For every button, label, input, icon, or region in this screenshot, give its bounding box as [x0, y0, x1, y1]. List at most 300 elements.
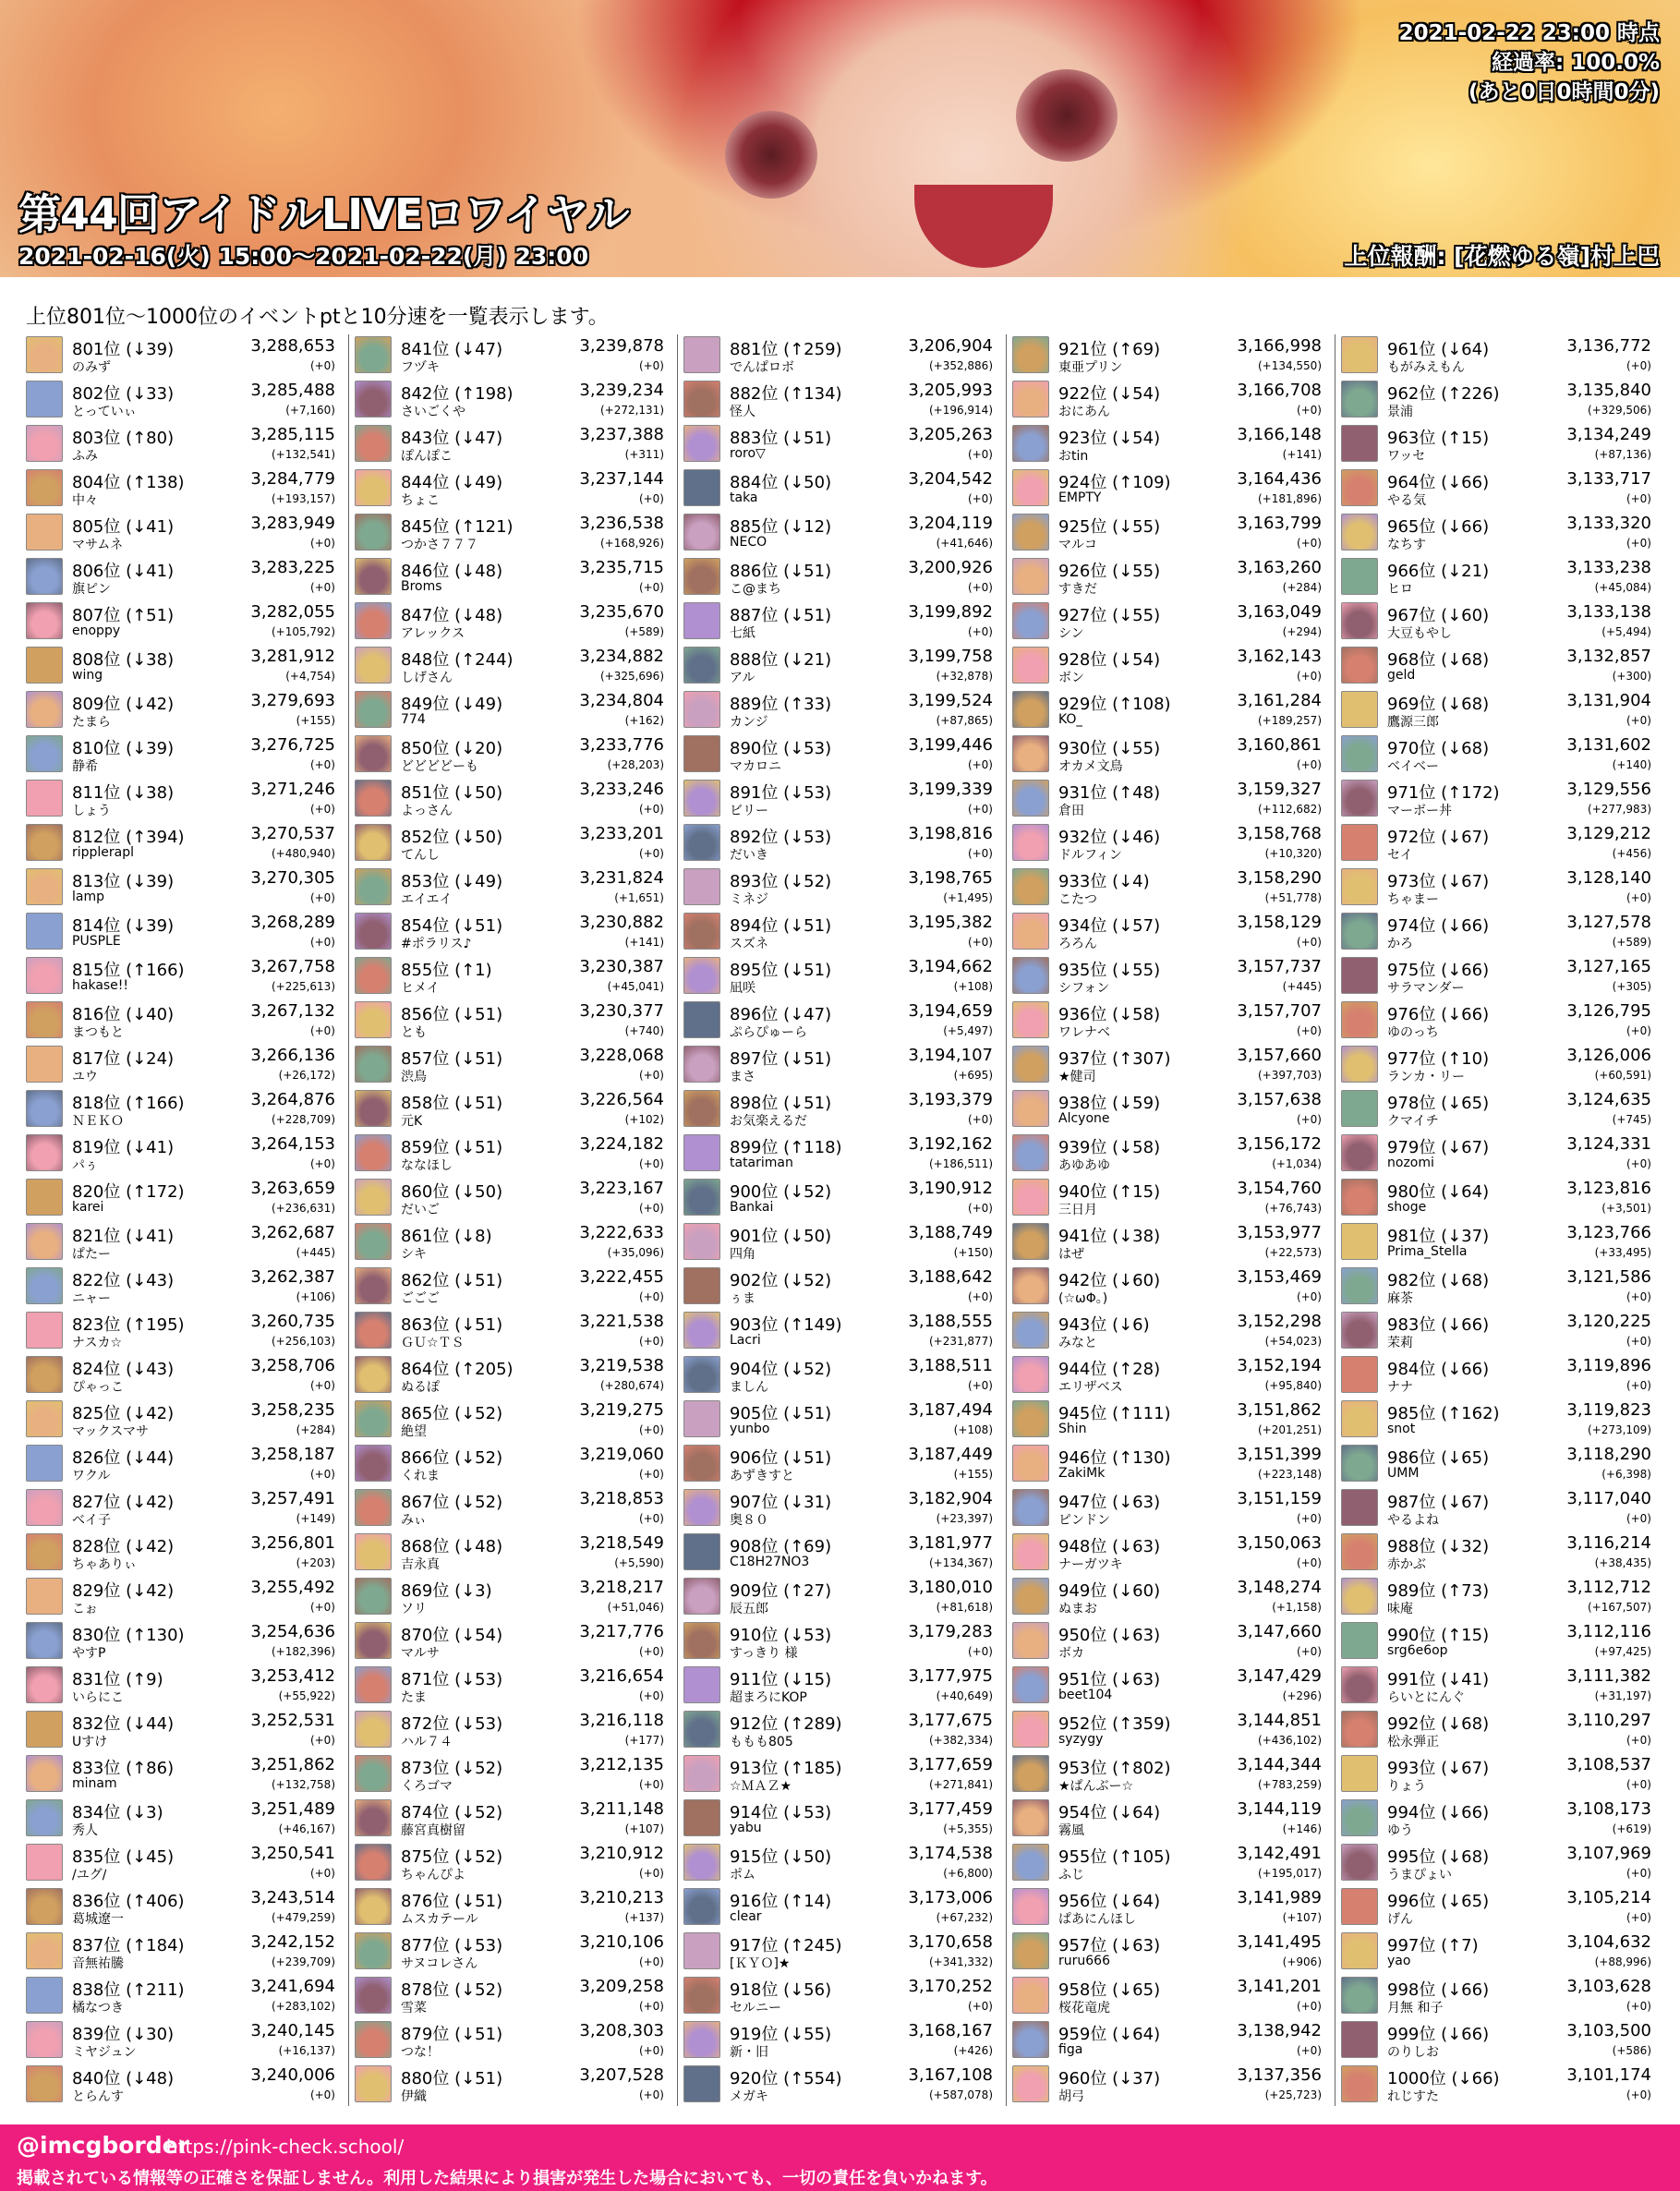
- player-name: まさ: [730, 1070, 755, 1084]
- event-points: 3,119,823: [1566, 1400, 1651, 1420]
- table-row: [353, 2019, 673, 2064]
- ten-minute-speed: (+0): [309, 2088, 335, 2101]
- table-row: [24, 467, 344, 512]
- player-name: 雪菜: [401, 2001, 427, 2015]
- player-name: エイエイ: [401, 892, 453, 907]
- ten-minute-speed: (+41,646): [936, 537, 993, 550]
- rank-label: 994位 (↓66): [1387, 1803, 1490, 1822]
- table-row: [682, 1398, 1002, 1443]
- ten-minute-speed: (+0): [1296, 1512, 1322, 1525]
- ten-minute-speed: (+1,651): [614, 891, 664, 904]
- event-points: 3,218,853: [579, 1489, 664, 1508]
- player-name: /ユグ/: [72, 1868, 107, 1882]
- player-name: 秀人: [72, 1823, 98, 1838]
- player-name: りょう: [1387, 1779, 1426, 1794]
- rank-label: 936位 (↓58): [1058, 1005, 1161, 1024]
- table-row: [682, 2019, 1002, 2064]
- ten-minute-speed: (+201,251): [1257, 1423, 1322, 1436]
- rank-label: 801位 (↓39): [72, 340, 175, 359]
- avatar: [683, 691, 720, 728]
- avatar: [683, 469, 720, 506]
- ten-minute-speed: (+5,590): [614, 1556, 664, 1569]
- table-row: [353, 1177, 673, 1221]
- event-points: 3,132,857: [1566, 647, 1651, 666]
- rank-label: 946位 (↑130): [1058, 1448, 1171, 1468]
- table-row: [353, 556, 673, 600]
- ten-minute-speed: (+0): [309, 1734, 335, 1747]
- avatar: [1341, 1223, 1378, 1260]
- table-row: [24, 1221, 344, 1265]
- player-name: 景浦: [1387, 405, 1413, 419]
- ten-minute-speed: (+0): [309, 1379, 335, 1392]
- table-row: [1339, 2019, 1661, 2064]
- player-name: enoppy: [72, 623, 121, 638]
- avatar: [1341, 1666, 1378, 1703]
- rank-label: 824位 (↓43): [72, 1360, 175, 1379]
- ten-minute-speed: (+479,259): [271, 1911, 335, 1924]
- event-points: 3,142,491: [1237, 1844, 1322, 1863]
- rank-label: 985位 (↑162): [1387, 1404, 1500, 1423]
- player-name: どどどどーも: [401, 759, 478, 774]
- player-name: NECO: [730, 535, 767, 550]
- event-points: 3,216,118: [579, 1711, 664, 1730]
- avatar: [355, 1799, 392, 1836]
- rank-label: 843位 (↓47): [401, 429, 503, 448]
- avatar: [683, 1312, 720, 1349]
- avatar: [683, 1046, 720, 1083]
- player-name: れじすた: [1387, 2089, 1439, 2104]
- rank-label: 825位 (↓42): [72, 1404, 175, 1423]
- player-name: 新・旧: [730, 2045, 768, 2060]
- table-row: [1010, 645, 1331, 689]
- event-points: 3,163,260: [1237, 558, 1322, 577]
- event-points: 3,126,795: [1566, 1001, 1651, 1021]
- event-points: 3,230,377: [579, 1001, 664, 1021]
- avatar: [1012, 780, 1049, 817]
- rank-label: 993位 (↓67): [1387, 1759, 1490, 1778]
- rank-label: 930位 (↓55): [1058, 739, 1161, 758]
- table-row: [682, 645, 1002, 689]
- player-name: ハル７４: [401, 1735, 453, 1749]
- table-row: [1010, 1576, 1331, 1620]
- rank-label: 862位 (↓51): [401, 1271, 503, 1290]
- event-points: 3,264,153: [250, 1134, 335, 1154]
- event-points: 3,224,182: [579, 1134, 664, 1154]
- rank-label: 877位 (↓53): [401, 1936, 503, 1955]
- rank-label: 868位 (↓48): [401, 1537, 503, 1556]
- event-points: 3,174,538: [908, 1844, 993, 1863]
- event-points: 3,108,173: [1566, 1799, 1651, 1819]
- rank-label: 871位 (↓53): [401, 1670, 503, 1689]
- table-row: [353, 467, 673, 512]
- player-name: ぴゃっこ: [72, 1380, 124, 1395]
- player-name: ruru666: [1058, 1954, 1110, 1968]
- table-row: [1010, 423, 1331, 467]
- table-row: [353, 1443, 673, 1487]
- ten-minute-speed: (+81,618): [936, 1601, 993, 1614]
- ten-minute-speed: (+228,709): [271, 1113, 335, 1126]
- event-points: 3,210,912: [579, 1844, 664, 1863]
- table-row: [1339, 911, 1661, 955]
- player-name: shoge: [1387, 1200, 1427, 1215]
- ten-minute-speed: (+107): [1282, 1911, 1322, 1924]
- event-points: 3,103,628: [1566, 1977, 1651, 1996]
- rank-label: 941位 (↓38): [1058, 1227, 1161, 1246]
- table-row: [1010, 1265, 1331, 1310]
- rank-label: 905位 (↓51): [730, 1404, 832, 1423]
- ten-minute-speed: (+277,983): [1587, 803, 1651, 816]
- table-row: [24, 645, 344, 689]
- player-name: [ＫＹＯ]★: [730, 1956, 791, 1971]
- table-row: [24, 1620, 344, 1664]
- table-row: [682, 600, 1002, 645]
- ten-minute-speed: (+745): [1612, 1113, 1651, 1126]
- rank-label: 851位 (↓50): [401, 783, 503, 803]
- event-points: 3,257,491: [250, 1489, 335, 1508]
- table-row: [353, 645, 673, 689]
- table-row: [682, 1975, 1002, 2019]
- table-row: [353, 1842, 673, 1886]
- ten-minute-speed: (+0): [1626, 891, 1651, 904]
- ten-minute-speed: (+0): [1296, 1645, 1322, 1658]
- event-points: 3,144,344: [1237, 1755, 1322, 1774]
- rank-label: 808位 (↓38): [72, 650, 175, 670]
- rank-label: 805位 (↓41): [72, 517, 175, 537]
- avatar: [683, 1932, 720, 1969]
- ten-minute-speed: (+382,334): [928, 1734, 993, 1747]
- ten-minute-speed: (+45,041): [607, 980, 664, 993]
- table-row: [1339, 1132, 1661, 1177]
- event-points: 3,228,068: [579, 1046, 664, 1065]
- rank-label: 918位 (↓56): [730, 1980, 832, 2000]
- ten-minute-speed: (+236,631): [271, 1202, 335, 1215]
- player-name: あゆあゆ: [1058, 1158, 1110, 1173]
- event-points: 3,157,707: [1237, 1001, 1322, 1021]
- table-row: [682, 689, 1002, 733]
- avatar: [355, 824, 392, 861]
- rank-label: 950位 (↓63): [1058, 1626, 1161, 1645]
- footer-handle[interactable]: @imcgborder: [17, 2132, 189, 2159]
- rank-label: 804位 (↑138): [72, 473, 185, 492]
- rank-label: 818位 (↑166): [72, 1094, 185, 1113]
- rank-label: 879位 (↓51): [401, 2025, 503, 2044]
- ten-minute-speed: (+132,541): [271, 448, 335, 461]
- table-row: [1339, 1664, 1661, 1709]
- event-points: 3,120,225: [1566, 1312, 1651, 1331]
- ten-minute-speed: (+0): [1296, 758, 1322, 771]
- event-points: 3,218,217: [579, 1578, 664, 1597]
- avatar: [1012, 1711, 1049, 1748]
- event-points: 3,118,290: [1566, 1445, 1651, 1464]
- table-row: [24, 1088, 344, 1132]
- ten-minute-speed: (+1,034): [1272, 1157, 1322, 1170]
- player-name: もがみえもん: [1387, 360, 1465, 375]
- ten-minute-speed: (+38,435): [1594, 1556, 1651, 1569]
- ten-minute-speed: (+0): [1626, 1867, 1651, 1880]
- table-row: [1339, 1487, 1661, 1531]
- table-row: [1339, 999, 1661, 1044]
- avatar: [1341, 2065, 1378, 2102]
- player-name: 渋鳥: [401, 1070, 427, 1084]
- rank-label: 840位 (↓48): [72, 2069, 175, 2088]
- event-points: 3,222,455: [579, 1267, 664, 1287]
- event-points: 3,199,446: [908, 735, 993, 755]
- avatar: [355, 336, 392, 373]
- rank-label: 811位 (↓38): [72, 783, 175, 803]
- table-row: [353, 1664, 673, 1709]
- event-points: 3,199,524: [908, 691, 993, 710]
- player-name: 赤かぶ: [1387, 1557, 1426, 1572]
- avatar: [683, 1134, 720, 1171]
- ten-minute-speed: (+231,877): [928, 1335, 993, 1348]
- rank-label: 934位 (↓57): [1058, 916, 1161, 936]
- table-row: [353, 689, 673, 733]
- event-points: 3,153,977: [1237, 1223, 1322, 1242]
- ten-minute-speed: (+87,136): [1594, 448, 1651, 461]
- ten-minute-speed: (+0): [309, 1157, 335, 1170]
- ten-minute-speed: (+146): [1282, 1822, 1322, 1835]
- table-row: [682, 556, 1002, 600]
- event-points: 3,194,107: [908, 1046, 993, 1065]
- player-name: でんぱロボ: [730, 360, 794, 375]
- ten-minute-speed: (+0): [967, 625, 993, 638]
- event-points: 3,173,006: [908, 1888, 993, 1907]
- table-row: [1339, 733, 1661, 778]
- event-points: 3,222,633: [579, 1223, 664, 1242]
- avatar: [26, 602, 63, 639]
- avatar: [355, 735, 392, 772]
- rank-label: 962位 (↑226): [1387, 384, 1500, 404]
- table-row: [682, 822, 1002, 866]
- avatar: [1012, 913, 1049, 950]
- status-progress: 経過率: 100.0%: [1491, 51, 1660, 75]
- ten-minute-speed: (+107): [624, 1822, 664, 1835]
- rank-label: 856位 (↓51): [401, 1005, 503, 1024]
- table-row: [24, 1354, 344, 1398]
- player-name: しげさん: [401, 671, 453, 685]
- player-name: nozomi: [1387, 1156, 1434, 1170]
- table-row: [1010, 1398, 1331, 1443]
- player-name: サヌコレさん: [401, 1956, 478, 1971]
- table-row: [1010, 1132, 1331, 1177]
- event-points: 3,192,162: [908, 1134, 993, 1154]
- avatar: [26, 469, 63, 506]
- avatar: [1012, 1666, 1049, 1703]
- event-points: 3,279,693: [250, 691, 335, 710]
- event-points: 3,233,201: [579, 824, 664, 843]
- table-row: [353, 911, 673, 955]
- event-points: 3,156,172: [1237, 1134, 1322, 1154]
- avatar: [1012, 1179, 1049, 1216]
- event-points: 3,217,776: [579, 1622, 664, 1641]
- player-name: ぽんぽこ: [401, 449, 453, 464]
- rank-label: 912位 (↑289): [730, 1714, 842, 1734]
- event-points: 3,101,174: [1566, 2065, 1651, 2085]
- table-row: [1339, 645, 1661, 689]
- player-name: うまぴょい: [1387, 1868, 1452, 1882]
- avatar: [26, 1844, 63, 1881]
- table-row: [1010, 1310, 1331, 1354]
- ten-minute-speed: (+0): [967, 1202, 993, 1215]
- avatar: [26, 1489, 63, 1526]
- event-points: 3,239,878: [579, 336, 664, 356]
- rank-label: 972位 (↓67): [1387, 828, 1490, 847]
- event-points: 3,112,116: [1566, 1622, 1651, 1641]
- rank-label: 893位 (↓52): [730, 872, 832, 891]
- ten-minute-speed: (+341,332): [928, 1955, 993, 1968]
- avatar: [355, 1400, 392, 1437]
- rank-label: 999位 (↓66): [1387, 2025, 1490, 2044]
- table-row: [1010, 822, 1331, 866]
- avatar: [683, 1799, 720, 1836]
- ranking-column: [20, 334, 349, 2106]
- event-points: 3,270,537: [250, 824, 335, 843]
- table-row: [353, 1531, 673, 1576]
- rank-label: 948位 (↓63): [1058, 1537, 1161, 1556]
- avatar: [1012, 381, 1049, 418]
- event-points: 3,170,252: [908, 1977, 993, 1996]
- ten-minute-speed: (+0): [638, 1955, 664, 1968]
- ten-minute-speed: (+45,084): [1594, 581, 1651, 594]
- avatar: [26, 1711, 63, 1748]
- table-row: [24, 1310, 344, 1354]
- event-points: 3,123,816: [1566, 1179, 1651, 1198]
- player-name: 奥８０: [730, 1513, 768, 1528]
- footer-url[interactable]: https://pink-check.school/: [166, 2136, 405, 2158]
- event-points: 3,206,904: [908, 336, 993, 356]
- player-name: おにあん: [1058, 405, 1110, 419]
- avatar: [1012, 336, 1049, 373]
- table-row: [353, 778, 673, 822]
- event-points: 3,199,339: [908, 780, 993, 799]
- rank-label: 883位 (↓51): [730, 429, 832, 448]
- table-row: [353, 1753, 673, 1798]
- table-row: [1339, 1798, 1661, 1842]
- player-name: ぱたー: [72, 1247, 111, 1262]
- event-reward: 上位報酬: [花燃ゆる嶺]村上巴: [1344, 243, 1660, 270]
- player-name: 大豆もやし: [1387, 626, 1452, 641]
- avatar: [355, 1267, 392, 1304]
- table-row: [1010, 1798, 1331, 1842]
- player-name: C18H27NO3: [730, 1555, 810, 1569]
- rank-label: 849位 (↓49): [401, 695, 503, 714]
- ten-minute-speed: (+141): [1282, 448, 1322, 461]
- table-row: [1010, 2064, 1331, 2108]
- ten-minute-speed: (+0): [638, 1157, 664, 1170]
- rank-label: 933位 (↓4): [1058, 872, 1150, 891]
- rank-label: 917位 (↑245): [730, 1936, 842, 1955]
- avatar: [1341, 1622, 1378, 1659]
- player-name: てんし: [401, 848, 440, 863]
- avatar: [1341, 957, 1378, 994]
- player-name: ミヤジュン: [72, 2045, 137, 2060]
- avatar: [26, 1445, 63, 1482]
- player-name: ★ぱんぶー☆: [1058, 1779, 1134, 1794]
- event-points: 3,188,642: [908, 1267, 993, 1287]
- avatar: [1012, 469, 1049, 506]
- ten-minute-speed: (+0): [638, 359, 664, 372]
- event-points: 3,119,896: [1566, 1356, 1651, 1375]
- player-name: セイ: [1387, 848, 1413, 863]
- player-name: だいき: [730, 848, 768, 863]
- avatar: [683, 336, 720, 373]
- ten-minute-speed: (+0): [1296, 537, 1322, 550]
- ten-minute-speed: (+195,017): [1257, 1867, 1322, 1880]
- player-name: 四角: [730, 1247, 755, 1262]
- player-name: 774: [401, 712, 426, 727]
- ten-minute-speed: (+0): [638, 2088, 664, 2101]
- player-name: ろろん: [1058, 937, 1097, 951]
- event-points: 3,141,495: [1237, 1932, 1322, 1952]
- ten-minute-speed: (+155): [953, 1468, 993, 1481]
- ten-minute-speed: (+51,778): [1264, 891, 1322, 904]
- ten-minute-speed: (+695): [953, 1069, 993, 1082]
- event-points: 3,153,469: [1237, 1267, 1322, 1287]
- rank-label: 967位 (↓60): [1387, 606, 1490, 625]
- ten-minute-speed: (+586): [1612, 2044, 1651, 2057]
- ten-minute-speed: (+88,996): [1594, 1955, 1651, 1968]
- event-points: 3,144,851: [1237, 1711, 1322, 1730]
- player-name: くろゴマ: [401, 1779, 453, 1794]
- rank-label: 890位 (↓53): [730, 739, 832, 758]
- rank-label: 867位 (↓52): [401, 1493, 503, 1512]
- player-name: 超まろにKOP: [730, 1690, 807, 1705]
- table-row: [1010, 1620, 1331, 1664]
- table-row: [1010, 1443, 1331, 1487]
- ten-minute-speed: (+0): [1626, 714, 1651, 727]
- rank-label: 970位 (↓68): [1387, 739, 1490, 758]
- rank-label: 807位 (↑51): [72, 606, 175, 625]
- avatar: [1341, 1001, 1378, 1038]
- ten-minute-speed: (+0): [967, 1379, 993, 1392]
- table-row: [1339, 1620, 1661, 1664]
- event-points: 3,190,912: [908, 1179, 993, 1198]
- player-name: ふじ: [1058, 1868, 1084, 1882]
- player-name: ★健司: [1058, 1070, 1096, 1084]
- avatar: [355, 1888, 392, 1925]
- avatar: [26, 1400, 63, 1437]
- rank-label: 951位 (↓63): [1058, 1670, 1161, 1689]
- player-name: とも: [401, 1025, 427, 1040]
- rank-label: 876位 (↓51): [401, 1892, 503, 1911]
- table-row: [682, 512, 1002, 556]
- avatar: [26, 1578, 63, 1615]
- avatar: [1341, 691, 1378, 728]
- ten-minute-speed: (+223,148): [1257, 1468, 1322, 1481]
- event-points: 3,233,776: [579, 735, 664, 755]
- avatar: [355, 913, 392, 950]
- event-points: 3,104,632: [1566, 1932, 1651, 1952]
- player-name: srg6e6op: [1387, 1643, 1448, 1658]
- avatar: [355, 1977, 392, 2014]
- event-points: 3,150,063: [1237, 1533, 1322, 1553]
- player-name: ごごご: [401, 1291, 440, 1306]
- ten-minute-speed: (+0): [967, 936, 993, 949]
- player-name: だいご: [401, 1203, 440, 1217]
- ten-minute-speed: (+0): [967, 758, 993, 771]
- table-row: [1010, 1709, 1331, 1753]
- avatar: [355, 1932, 392, 1969]
- player-name: 月無 和子: [1387, 2001, 1444, 2015]
- ten-minute-speed: (+239,709): [271, 1955, 335, 1968]
- table-row: [1010, 1531, 1331, 1576]
- rank-label: 884位 (↓50): [730, 473, 832, 492]
- rank-label: 821位 (↓41): [72, 1227, 175, 1246]
- ten-minute-speed: (+0): [309, 1024, 335, 1037]
- avatar: [683, 1179, 720, 1216]
- player-name: ☆ＭＡＺ★: [730, 1779, 792, 1794]
- event-points: 3,180,010: [908, 1578, 993, 1597]
